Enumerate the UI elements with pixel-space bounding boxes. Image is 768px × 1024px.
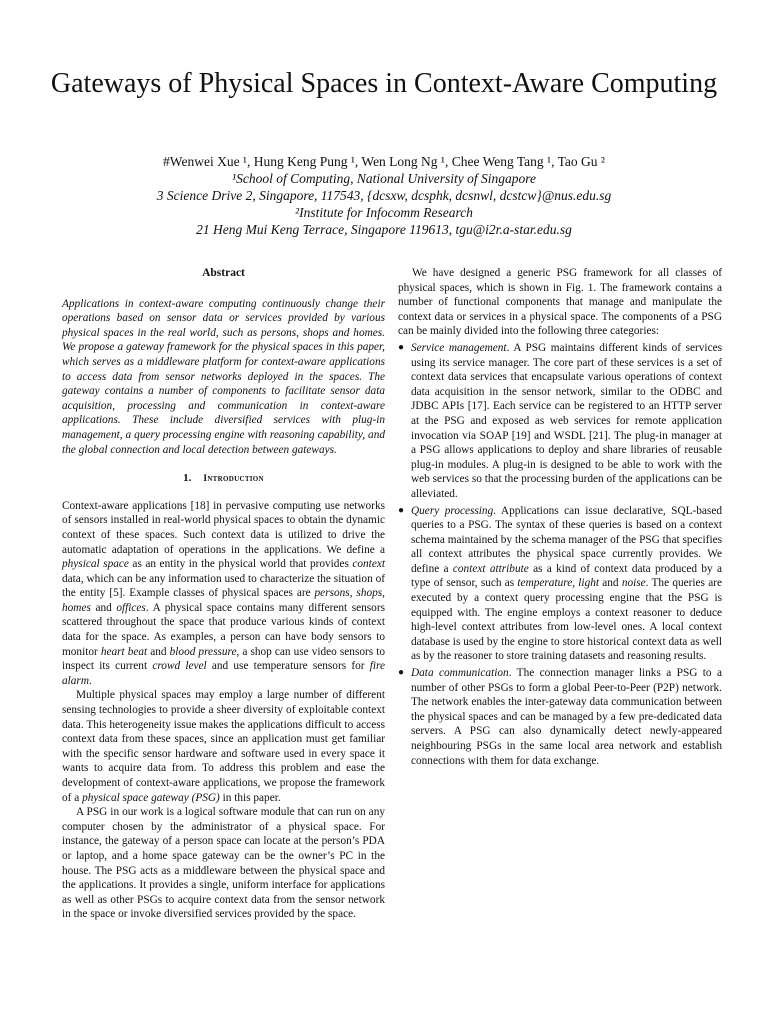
intro-paragraph-1: Context-aware applications [18] in pervasive computing use networks of sensors installed in real-world physical spaces to obtain the dynamic context of these spaces. Such context data is utilized to drive the automatic adaptation of operations in the applications. We define a physical space as an entity in the physical world that provides context data, which can be any information used to characterize the situation of the entity [5]. Example classes of physical spaces are persons, shops, homes and offices. A physical space contains many different sensors scattered throughout the space that produce various kinds of context data for the space. As examples, a person can have body sensors to monitor heart beat and blood pressure, a shop can use video sensors to inspect its current crowd level and use temperature sensors for fire alarm. <box>62 499 385 687</box>
right-column <box>398 266 722 770</box>
list-item-title: Query processing <box>411 504 494 517</box>
list-item <box>398 504 722 665</box>
left-column <box>62 266 385 922</box>
emphasis-text: temperature <box>517 577 573 590</box>
list-item-title: Service management <box>411 341 507 354</box>
paper-title: Gateways of Physical Spaces in Context-Aware Computing <box>50 68 718 99</box>
affiliation-1: ¹School of Computing, National University of Singapore <box>232 171 536 186</box>
emphasis-text: context <box>352 558 385 571</box>
intro-paragraph-4: We have designed a generic PSG framework for all classes of physical spaces, which is shown in Fig. 1. The framework contains a number of functional components that manage and manipulate the context data or services in a physical space. The components of a PSG can be mainly divided into the following three categories: <box>398 267 722 338</box>
emphasis-text: shops <box>356 587 383 600</box>
emphasis-text: physical space <box>62 558 129 571</box>
list-item-body: . Applications can issue declarative, SQL-based queries to a PSG. The syntax of these queries is based on a context schema maintained by the schema manager of the PSG that specifies all context attributes the physical space currently provides. We define a context attribute as a kind of context data produced by a type of sensor, such as temperature, light and noise. The queries are executed by a context query processing engine that the PSG is equipped with. The engine employs a context reasoner to deduce high-level context attributes from low-level ones. A local context database is used by the engine to store historical context data as well as by the reasoner to store training datasets and reasoning results. <box>411 504 722 663</box>
bullet-icon: ● <box>398 504 405 516</box>
emphasis-text: fire alarm <box>62 660 385 687</box>
emphasis-text: persons <box>314 587 350 600</box>
component-list <box>398 341 722 768</box>
abstract-text: Applications in context-aware computing continuously change their operations based on sensor data or services provided by various physical spaces in the real world, such as persons, shops and homes. We propose a gateway framework for the physical spaces in this paper, which serves as a middleware platform for context-aware applications to access data from sensor networks deployed in the spaces. The gateway contains a number of components to facilitate sensor data acquisition, processing and communication in context-aware applications. These include diversified services with plug-in management, a query processing engine with reasoning capability, and the global connection and local detection between gateways. <box>62 297 385 456</box>
list-item <box>398 666 722 768</box>
affiliation-2: ²Institute for Infocomm Research <box>295 205 473 220</box>
bullet-icon: ● <box>398 341 405 353</box>
list-item-body: . A PSG maintains different kinds of services using its service manager. The core part of these services is a set of context data services that encapsulate various operations of context data acquisition in the sensor network, similar to the ODBC and JDBC APIs [17]. Each service can be registered to an HTTP server at the PSG and exposed as web services for remote application invocation via SOAP [19] and WSDL [21]. The plug-in manager at a PSG allows applications to deploy and share libraries of reusable plug-in modules. A plug-in is designed to be able to work with the web services so that the processing burden of the applications can be alleviated. <box>411 341 722 500</box>
address-1: 3 Science Drive 2, Singapore, 117543, {dcsxw, dcsphk, dcsnwl, dcstcw}@nus.edu.sg <box>156 188 612 203</box>
author-names: #Wenwei Xue ¹, Hung Keng Pung ¹, Wen Long Ng ¹, Chee Weng Tang ¹, Tao Gu ² <box>163 154 605 169</box>
emphasis-text: blood pressure <box>169 645 237 658</box>
bullet-icon: ● <box>398 667 405 679</box>
author-block <box>40 153 728 238</box>
emphasis-text: offices <box>116 601 146 614</box>
intro-paragraph-2: Multiple physical spaces may employ a large number of different sensing technologies to provide a sheer diversity of exploitable context data. This heterogeneity issue makes the applications difficult to access context data from these spaces, since an application must get familiar with the specific sensor hardware and software used in every space it wants to acquire data from. To address this problem and ease the development of context-aware applications, we propose the framework of a physical space gateway (PSG) in this paper. <box>62 689 385 804</box>
list-item-title: Data communication <box>411 667 509 680</box>
emphasis-text: noise <box>621 577 646 590</box>
emphasis-text: context attribute <box>452 562 529 575</box>
emphasis-text: light <box>578 577 600 590</box>
abstract-heading: Abstract <box>202 267 245 279</box>
section-title: Introduction <box>203 474 264 485</box>
emphasis-text: crowd level <box>152 660 207 673</box>
emphasis-text: homes <box>62 601 91 614</box>
section-heading <box>62 471 385 487</box>
section-number: 1. <box>183 472 192 485</box>
emphasis-text: heart beat <box>100 645 148 658</box>
list-item-body: . The connection manager links a PSG to a number of other PSGs to form a global Peer-to-Peer (P2P) network. The network enables the inter-gateway data communication between the physical spaces and can be managed by a few pre-dedicated data servers. A PSG can also dynamically detect newly-appeared neighbouring PSGs in the same local area network and establish connections with them for data exchange. <box>411 667 722 767</box>
intro-paragraph-3: A PSG in our work is a logical software module that can run on any computer chosen by the administrator of a physical space. For instance, the gateway of a person space can locate at the person’s PDA or laptop, and a home space gateway can be the owner’s PC in the house. The PSG acts as a middleware between the physical space and the applications. It provides a single, uniform interface for applications as well as other PSGs to acquire context data from the sensor network in the space or invoke diversified services provided by the space. <box>62 806 385 921</box>
emphasis-text: physical space gateway (PSG) <box>82 791 220 804</box>
list-item <box>398 341 722 502</box>
address-2: 21 Heng Mui Keng Terrace, Singapore 119613, tgu@i2r.a-star.edu.sg <box>196 222 572 237</box>
